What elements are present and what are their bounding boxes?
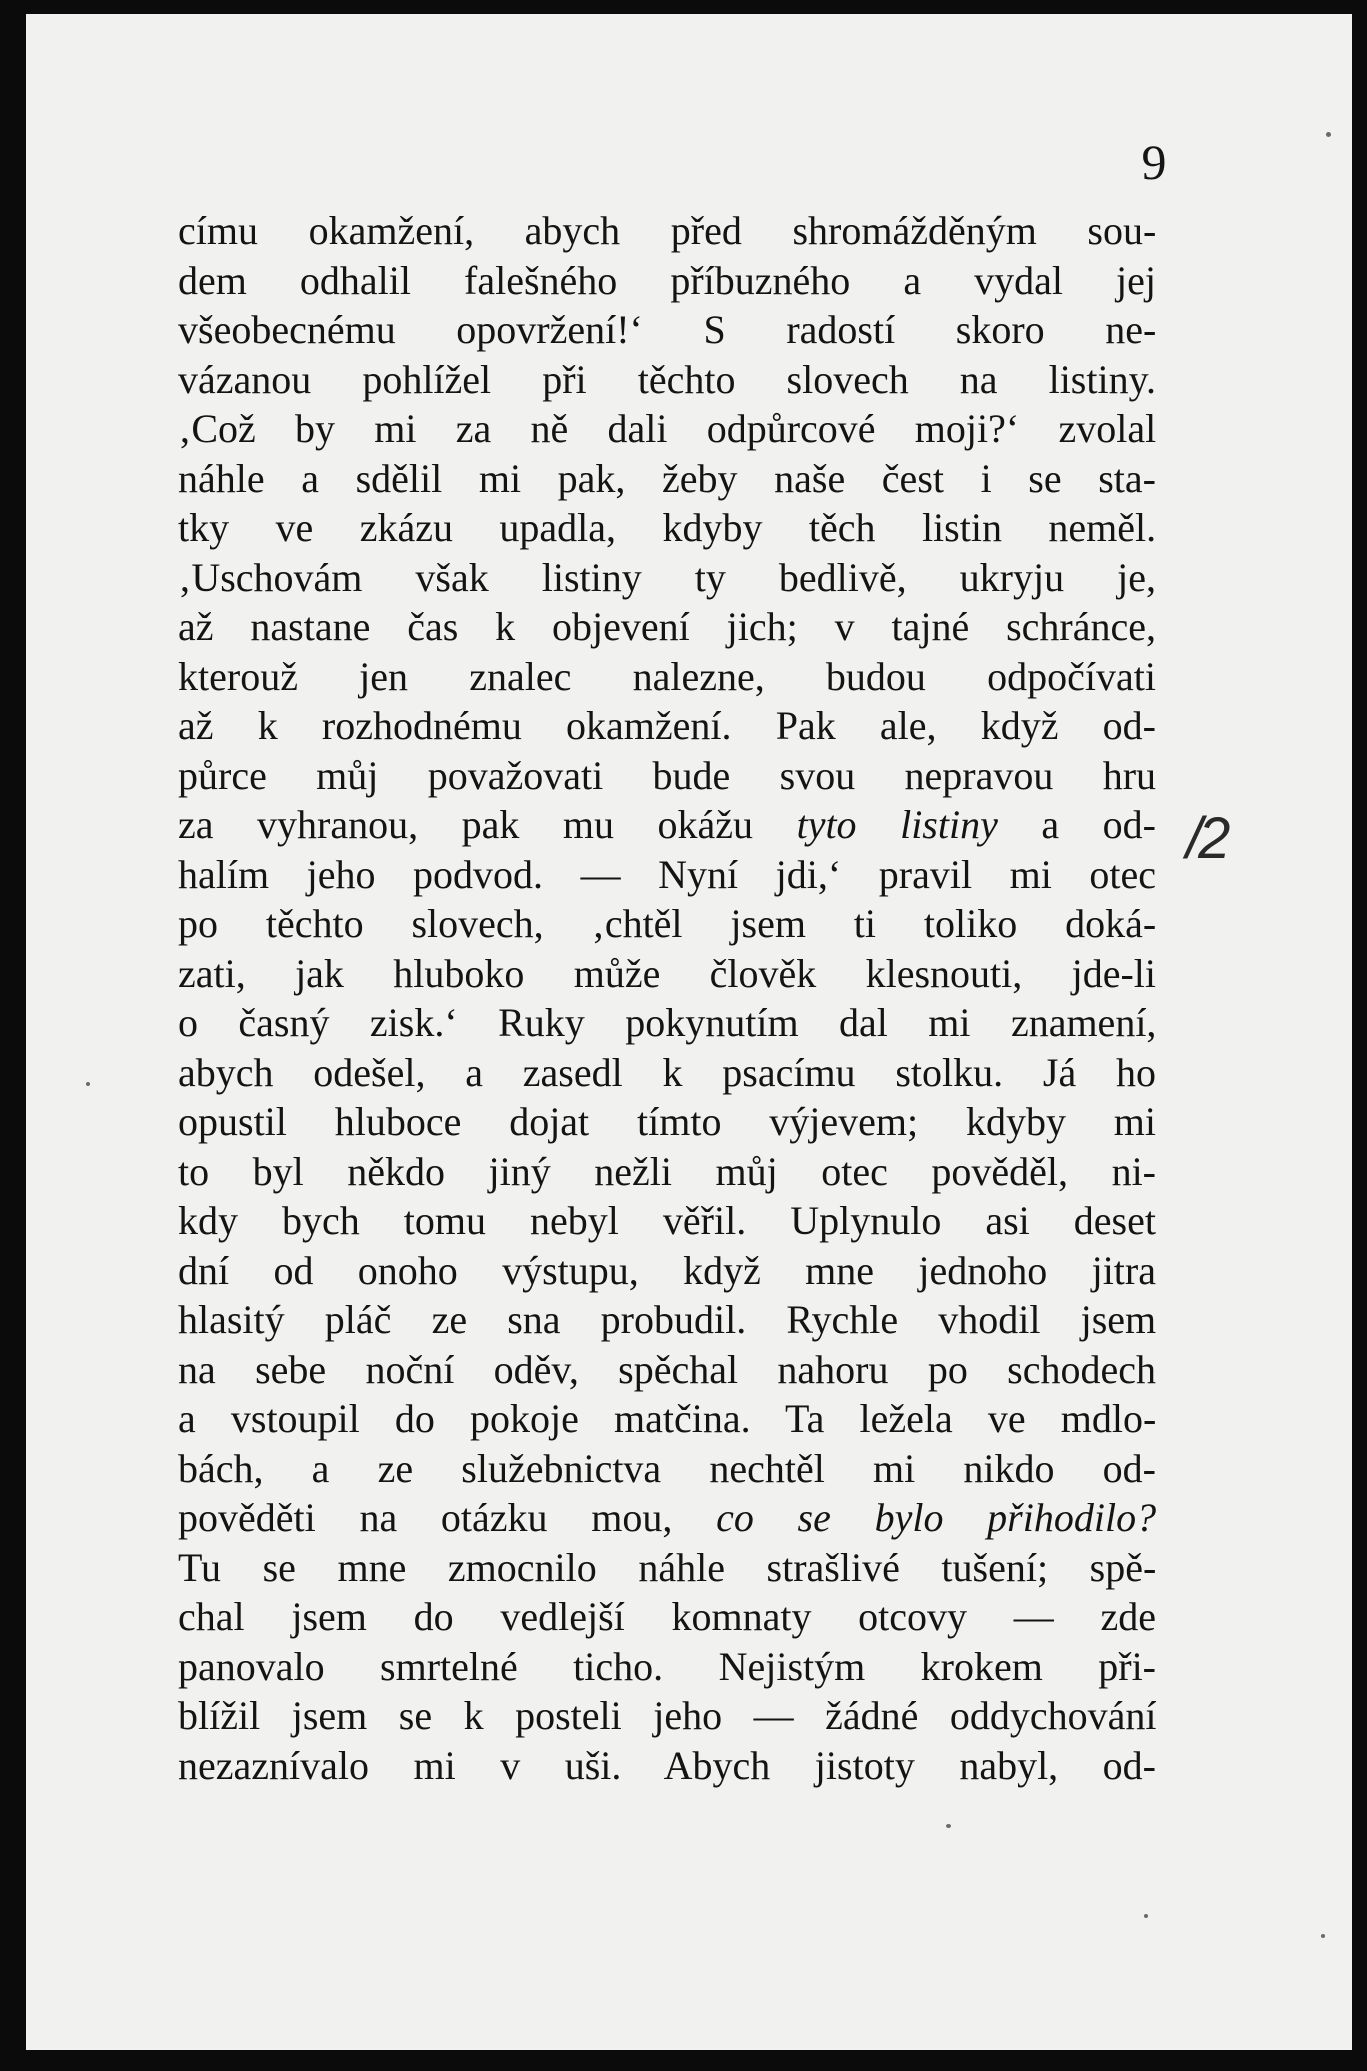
- text-line: [178, 1642, 1156, 1692]
- text-line: [178, 1592, 1156, 1642]
- text-line: [178, 256, 1156, 306]
- text-segment: bách, a ze služebnictva nechtěl mi nikdo od-: [178, 1445, 1156, 1491]
- text-segment: blížil jsem se k posteli jeho — žádné oddychování: [178, 1693, 1157, 1738]
- text-segment: až k rozhodnému okamžení. Pak ale, když od-: [178, 703, 1156, 748]
- text-line: [178, 899, 1156, 949]
- text-segment: to byl někdo jiný nežli můj otec pověděl, ni-: [178, 1148, 1156, 1194]
- body-text: [178, 206, 1156, 1790]
- text-segment: Tu se mne zmocnilo náhle strašlivé tušení; spě-: [178, 1544, 1157, 1590]
- text-line: [178, 404, 1156, 454]
- text-line: [178, 1493, 1156, 1543]
- text-line: [178, 503, 1156, 553]
- text-segment: náhle a sdělil mi pak, žeby naše čest i se sta-: [178, 455, 1156, 501]
- text-line: [178, 751, 1156, 801]
- text-segment: ‚Což by mi za ně dali odpůrcové moji?‘ zvolal: [178, 406, 1157, 451]
- text-segment: o časný zisk.‘ Ruky pokynutím dal mi znamení,: [178, 1000, 1157, 1045]
- text-segment: kterouž jen znalec nalezne, budou odpočívati: [178, 653, 1156, 699]
- text-segment: za vyhranou, pak mu okážu: [178, 802, 797, 847]
- text-segment: dní od onoho výstupu, když mne jednoho jitra: [178, 1247, 1156, 1293]
- italic-text-segment: tyto listiny: [796, 802, 998, 847]
- text-line: [178, 1543, 1156, 1593]
- text-segment: až nastane čas k objevení jich; v tajné schránce,: [178, 604, 1156, 649]
- text-line: [178, 206, 1156, 256]
- text-line: [178, 1691, 1156, 1741]
- text-segment: címu okamžení, abych před shromážděným sou-: [178, 208, 1157, 253]
- text-line: [178, 850, 1156, 900]
- text-line: [178, 800, 1156, 850]
- text-line: [178, 1147, 1156, 1197]
- text-segment: hlasitý pláč ze sna probudil. Rychle vhodil jsem: [178, 1297, 1157, 1342]
- text-segment: všeobecnému opovržení!‘ S radostí skoro ne-: [178, 307, 1157, 352]
- text-segment: tky ve zkázu upadla, kdyby těch listin neměl.: [178, 505, 1157, 550]
- text-line: [178, 1196, 1156, 1246]
- text-line: [178, 701, 1156, 751]
- text-line: [178, 305, 1156, 355]
- text-segment: vázanou pohlížel při těchto slovech na listiny.: [178, 356, 1156, 402]
- text-segment: a vstoupil do pokoje matčina. Ta ležela ve mdlo-: [178, 1396, 1157, 1441]
- text-segment: zati, jak hluboko může člověk klesnouti, jde-li: [178, 950, 1157, 996]
- page-number: 9: [1141, 134, 1167, 190]
- text-line: [178, 1741, 1156, 1791]
- text-segment: na sebe noční oděv, spěchal nahoru po schodech: [178, 1346, 1156, 1392]
- handwritten-margin-note: /2: [1186, 806, 1227, 871]
- text-line: [178, 1295, 1156, 1345]
- text-line: [178, 553, 1156, 603]
- text-segment: panovalo smrtelné ticho. Nejistým krokem při-: [178, 1643, 1156, 1689]
- text-segment: ‚Uschovám však listiny ty bedlivě, ukryju je,: [178, 554, 1156, 600]
- text-segment: kdy bych tomu nebyl věřil. Uplynulo asi deset: [178, 1198, 1156, 1243]
- text-line: [178, 1246, 1156, 1296]
- text-segment: půrce můj považovati bude svou nepravou hru: [178, 752, 1157, 798]
- text-segment: chal jsem do vedlejší komnaty otcovy — zde: [178, 1594, 1156, 1639]
- text-segment: opustil hluboce dojat tímto výjevem; kdyby mi: [178, 1099, 1157, 1144]
- text-line: [178, 1048, 1156, 1098]
- text-segment: po těchto slovech, ‚chtěl jsem ti toliko doká-: [178, 901, 1157, 946]
- text-segment: a od-: [997, 802, 1156, 847]
- text-segment: nezaznívalo mi v uši. Abych jistoty nabyl, od-: [178, 1742, 1156, 1788]
- text-segment: dem odhalil falešného příbuzného a vydal jej: [178, 257, 1156, 303]
- text-line: [178, 998, 1156, 1048]
- text-line: [178, 355, 1156, 405]
- text-segment: halím jeho podvod. — Nyní jdi,‘ pravil mi otec: [178, 851, 1156, 897]
- text-line: [178, 949, 1156, 999]
- text-line: [178, 1345, 1156, 1395]
- text-line: [178, 1444, 1156, 1494]
- text-line: [178, 454, 1156, 504]
- italic-text-segment: co se bylo přihodilo?: [716, 1495, 1157, 1540]
- text-line: [178, 1394, 1156, 1444]
- text-segment: pověděti na otázku mou,: [178, 1495, 717, 1540]
- text-line: [178, 1097, 1156, 1147]
- book-page: [26, 14, 1352, 2050]
- text-line: [178, 602, 1156, 652]
- text-segment: abych odešel, a zasedl k psacímu stolku. Já ho: [178, 1049, 1156, 1095]
- text-line: [178, 652, 1156, 702]
